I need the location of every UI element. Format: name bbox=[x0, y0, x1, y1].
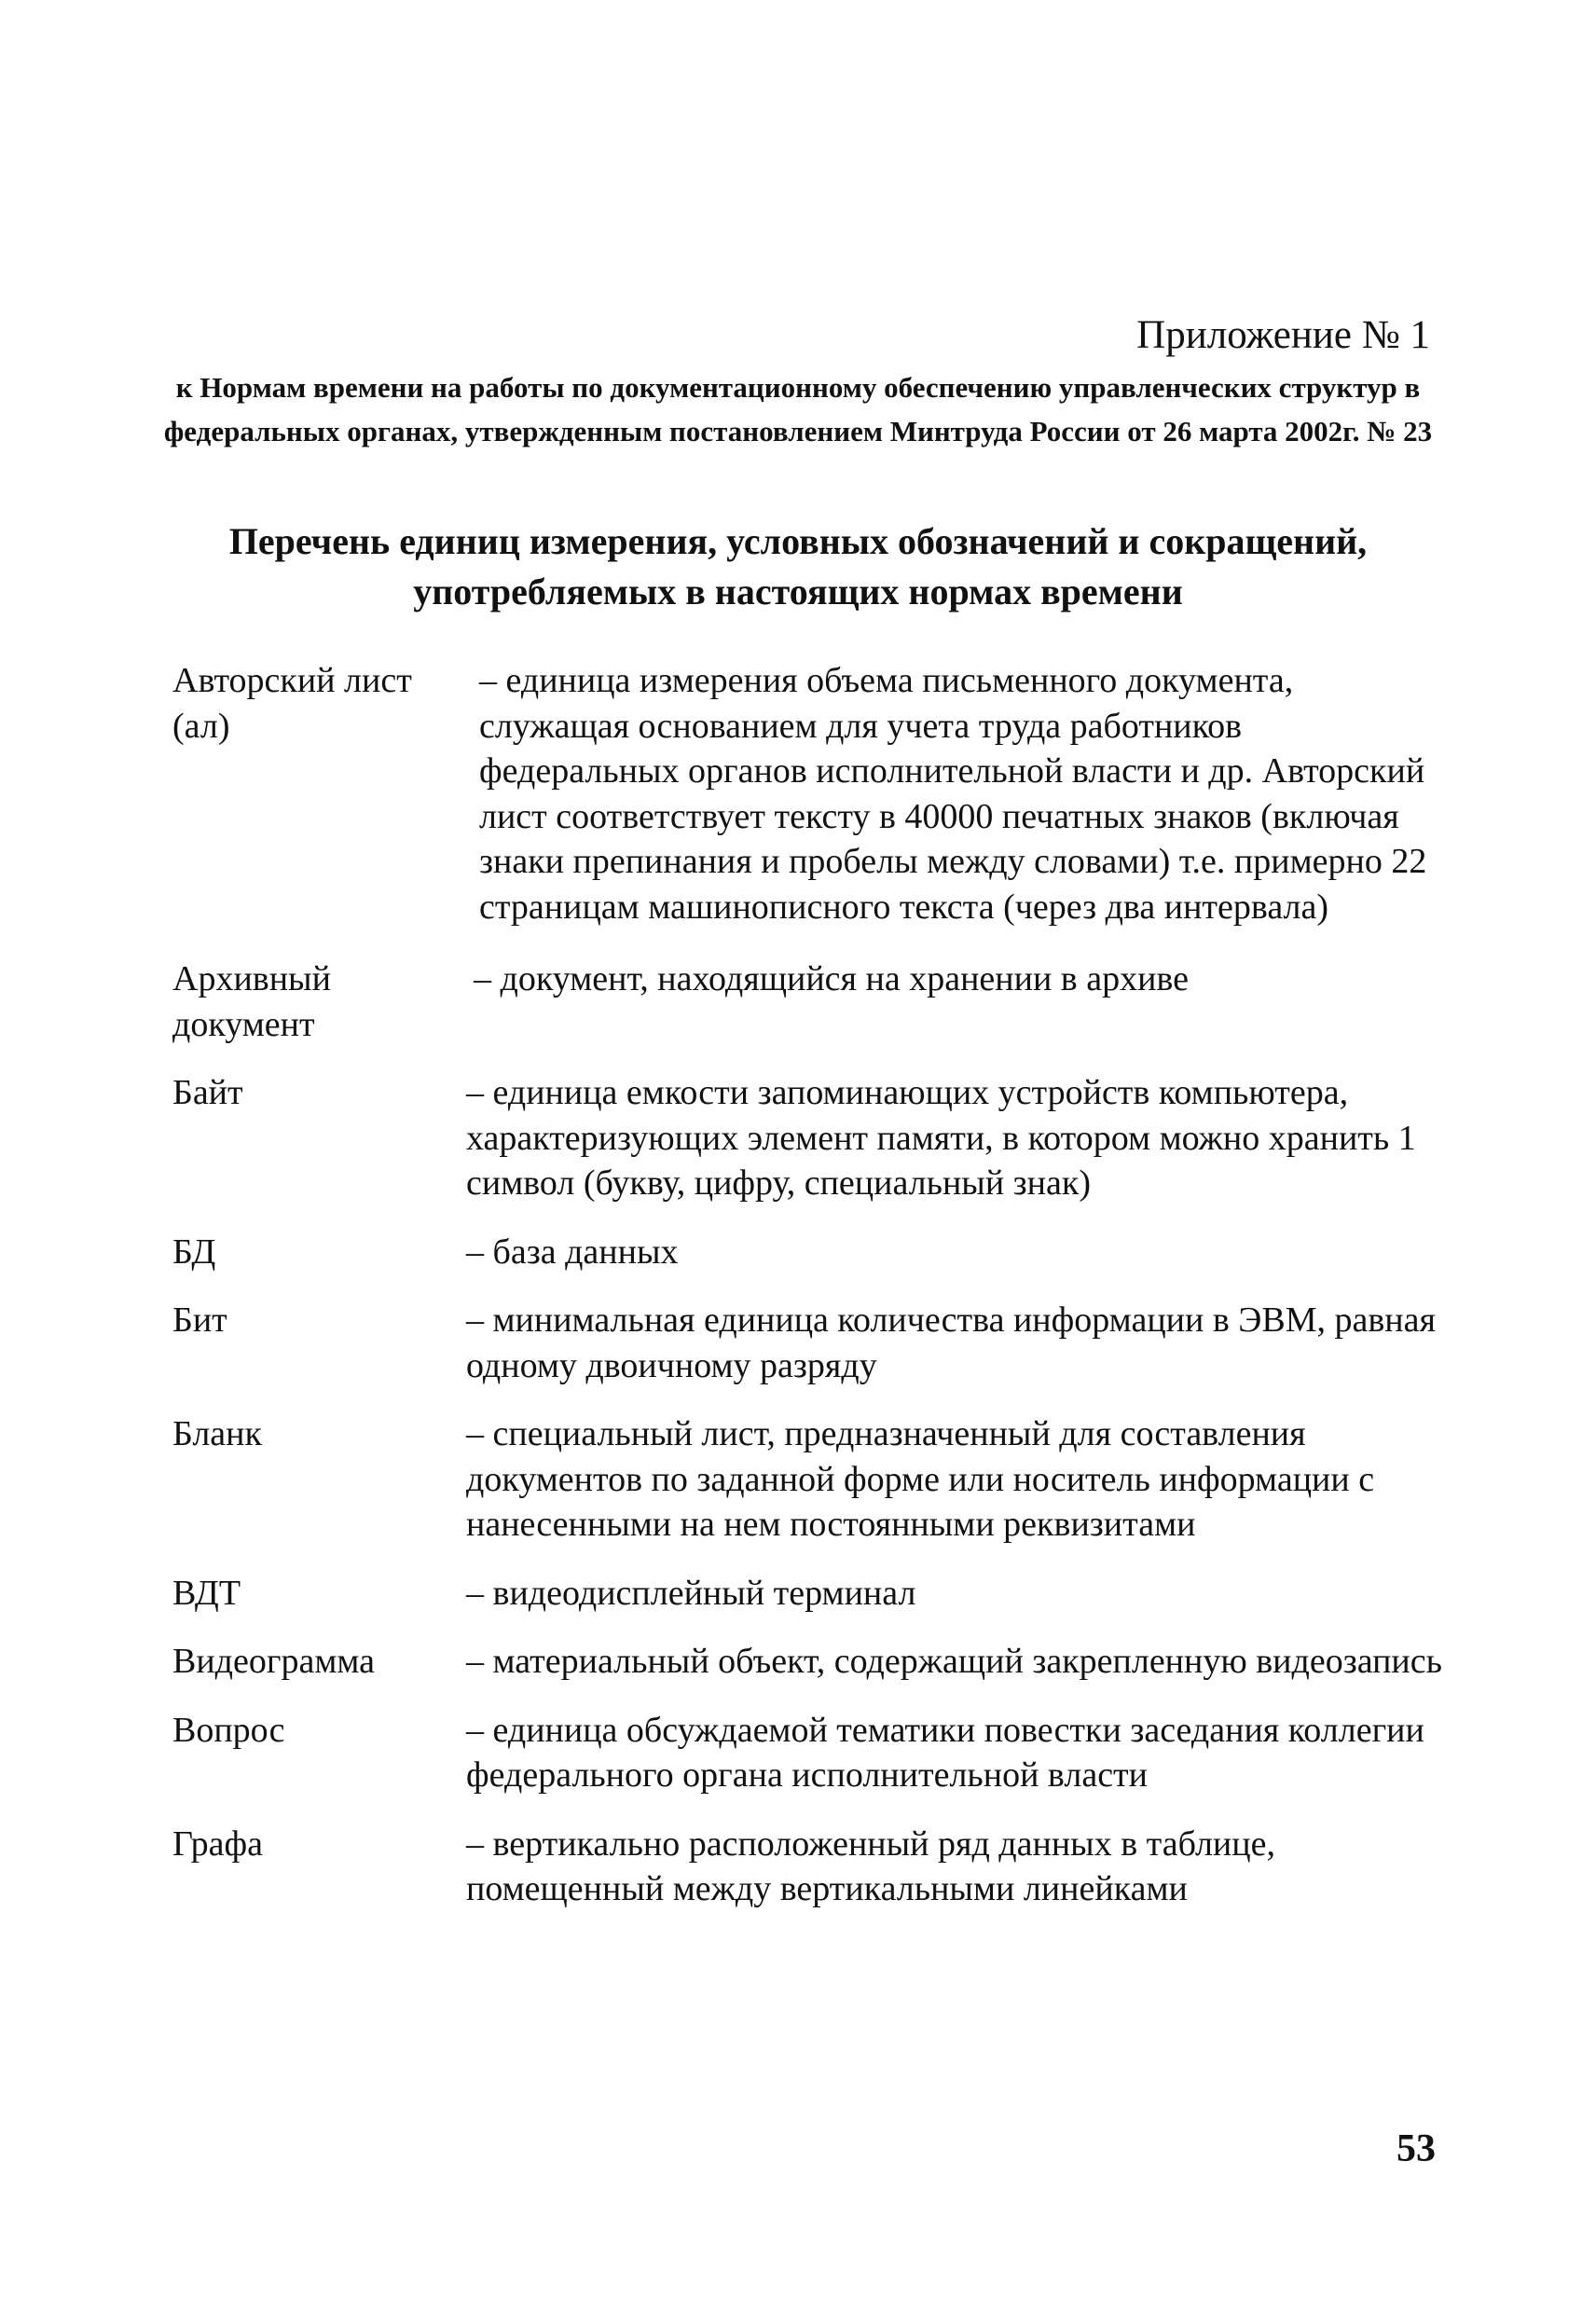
glossary-term: Байт bbox=[172, 1073, 243, 1112]
glossary-definition: – единица измерения объема письменного документа, служащая основанием для учета труда работников федеральных органов исполнительной власти и др. Авторский лист соответствует тексту в 40000 печатных знаков (включая знаки препинания и пробелы между словами) т.е. примерно 22 страницам машинописного текста (через два интервала) bbox=[479, 661, 1427, 927]
glossary-term: Видеограмма bbox=[172, 1642, 376, 1681]
glossary-entry bbox=[172, 1639, 1450, 1685]
list-title: Перечень единиц измерения, условных обозначений и сокращений, употребляемых в настоящих нормах времени bbox=[228, 520, 1368, 612]
glossary-term: БД bbox=[172, 1232, 216, 1272]
glossary-entry bbox=[172, 658, 1450, 929]
glossary-definition: – видеодисплейный терминал bbox=[466, 1573, 916, 1613]
appendix-label: Приложение № 1 bbox=[1136, 313, 1430, 357]
glossary-definition: – минимальная единица количества информации в ЭВМ, равная одному двоичному разряду bbox=[466, 1300, 1436, 1385]
glossary-definition: – единица обсуждаемой тематики повестки заседания коллегии федерального органа исполнительной власти bbox=[466, 1710, 1424, 1795]
glossary-definition: – материальный объект, содержащий закрепленную видеозапись bbox=[466, 1642, 1442, 1681]
appendix-subtitle: к Нормам времени на работы по документационному обеспечению управленческих структур в федеральных органах, утвержденным постановлением Минтруда России от 26 марта 2002г. № 23 bbox=[163, 371, 1433, 447]
glossary-entry bbox=[172, 1571, 1450, 1617]
glossary-term: Бланк bbox=[172, 1414, 262, 1453]
glossary-term: Авторский лист (ал) bbox=[172, 661, 412, 746]
glossary-definition: – документ, находящийся на хранении в архиве bbox=[474, 959, 1190, 998]
glossary-definition: – вертикально расположенный ряд данных в таблице, помещенный между вертикальными линейками bbox=[466, 1823, 1275, 1908]
glossary-definition: – специальный лист, предназначенный для составления документов по заданной форме или носитель информации с нанесенными на нем постоянными реквизитами bbox=[466, 1414, 1375, 1544]
glossary-entry bbox=[172, 1822, 1450, 1912]
glossary-definition: – база данных bbox=[466, 1232, 679, 1272]
page-number: 53 bbox=[1396, 2127, 1436, 2170]
glossary-entry bbox=[172, 1230, 1450, 1275]
glossary-term: Бит bbox=[172, 1300, 227, 1340]
glossary-term: Архивный документ bbox=[172, 959, 331, 1044]
glossary-entry bbox=[172, 956, 1450, 1047]
glossary-list bbox=[172, 658, 1450, 1912]
glossary-entry bbox=[172, 1708, 1450, 1798]
glossary-term: ВДТ bbox=[172, 1573, 241, 1613]
glossary-entry bbox=[172, 1070, 1450, 1206]
glossary-term: Вопрос bbox=[172, 1710, 285, 1750]
glossary-definition: – единица емкости запоминающих устройств компьютера, характеризующих элемент памяти, в котором можно хранить 1 символ (букву, цифру, специальный знак) bbox=[466, 1073, 1416, 1203]
glossary-entry bbox=[172, 1298, 1450, 1388]
glossary-entry bbox=[172, 1411, 1450, 1548]
glossary-term: Графа bbox=[172, 1823, 263, 1864]
